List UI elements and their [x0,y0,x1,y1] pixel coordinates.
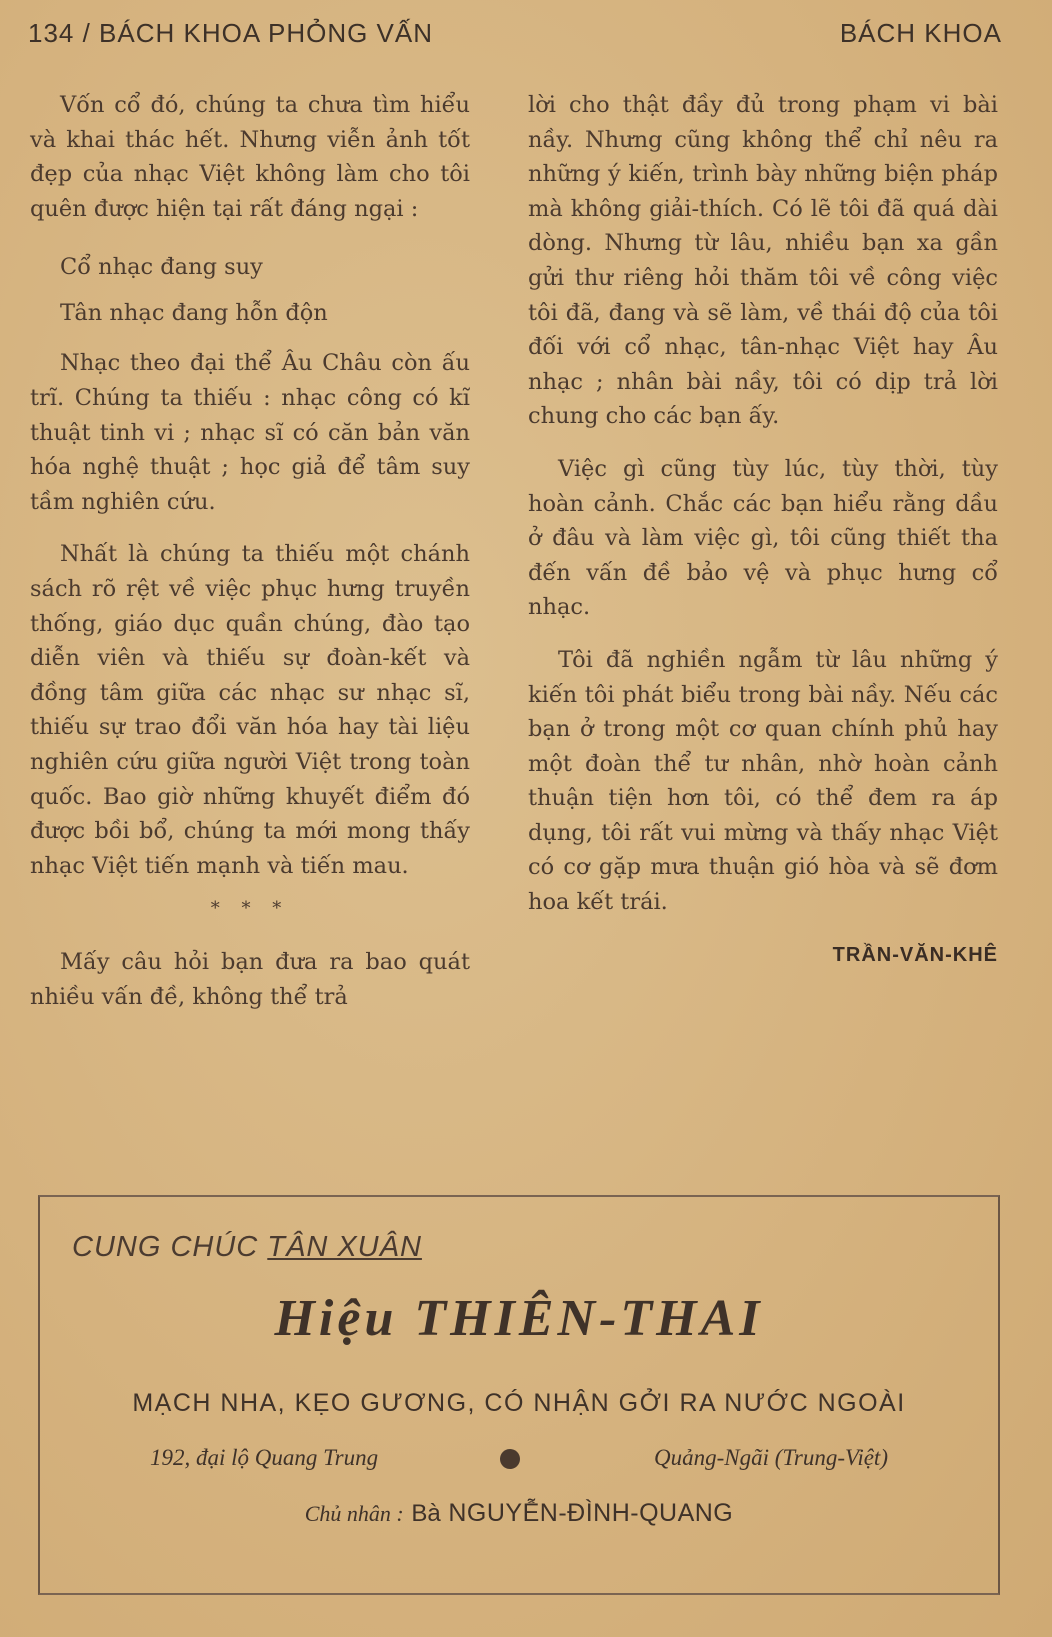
ad-owner-name: NGUYỄN-ĐÌNH-QUANG [448,1499,734,1527]
page-header [28,18,1002,58]
author-signature: TRẦN-VĂN-KHÊ [832,943,998,966]
advertisement-box [38,1195,1000,1595]
paragraph: Nhạc theo đại thể Âu Châu còn ấu trĩ. Chúng ta thiếu : nhạc công có kĩ thuật tinh vi ; nhạc sĩ có căn bản văn hóa nghệ thuật ; học giả để tâm suy tầm nghiên cứu. [30,350,470,515]
ad-address-city: Quảng-Ngãi (Trung-Việt) [653,1445,888,1470]
paragraph: lời cho thật đầy đủ trong phạm vi bài nầy. Nhưng cũng không thể chỉ nêu ra những ý kiến, trình bày những biện pháp mà không giải-thích. Có lẽ tôi đã quá dài dòng. Nhưng từ lâu, nhiều bạn xa gần gửi thư riêng hỏi thăm tôi về công việc tôi đã, đang và sẽ làm, về thái độ của tôi đối với cổ nhạc, tân-nhạc Việt hay Âu nhạc ; nhân bài nầy, tôi có dịp trả lời chung cho các bạn ấy. [528,92,998,430]
section-divider-stars: * * * [210,898,290,920]
list-item: Tân nhạc đang hỗn độn [60,300,328,327]
bullet-icon [500,1449,520,1469]
ad-greeting-part: TÂN XUÂN [267,1231,422,1263]
ad-owner [40,1499,998,1528]
ad-greeting [72,1231,422,1264]
left-column [30,88,470,1032]
paragraph: Vốn cổ đó, chúng ta chưa tìm hiểu và khai thác hết. Nhưng viễn ảnh tốt đẹp của nhạc Việt không làm cho tôi quên được hiện tại rất đáng ngại : [30,92,470,222]
ad-greeting-part: CUNG CHÚC [72,1231,268,1263]
paragraph: Mấy câu hỏi bạn đưa ra bao quát nhiều vấn đề, không thể trả [30,949,470,1010]
paragraph: Việc gì cũng tùy lúc, tùy thời, tùy hoàn cảnh. Chắc các bạn hiểu rằng dầu ở đâu và làm việc gì, tôi cũng thiết tha đến vấn đề bảo vệ và phục hưng cổ nhạc. [528,455,998,621]
header-magazine-name: BÁCH KHOA [839,18,1002,48]
list-item: Cổ nhạc đang suy [60,254,263,281]
paragraph: Nhất là chúng ta thiếu một chánh sách rõ rệt về việc phục hưng truyền thống, giáo dục quần chúng, đào tạo diễn viên và thiếu sự đoàn-kết và đồng tâm giữa các nhạc sư nhạc sĩ, thiếu sự trao đổi văn hóa hay tài liệu nghiên cứu giữa người Việt trong toàn quốc. Bao giờ những khuyết điểm đó được bồi bổ, chúng ta mới mong thấy nhạc Việt tiến mạnh và tiến mau. [30,541,470,879]
ad-shop-name: Hiệu THIÊN-THAI [274,1290,764,1347]
paragraph: Tôi đã nghiền ngẫm từ lâu những ý kiến tôi phát biểu trong bài nầy. Nếu các bạn ở trong một cơ quan chính phủ hay một đoàn thể tư nhân, nhờ hoàn cảnh thuận tiện hơn tôi, có thể đem ra áp dụng, tôi rất vui mừng và thấy nhạc Việt có cơ gặp mưa thuận gió hòa và sẽ đơm hoa kết trái. [528,646,998,916]
ad-products: MẠCH NHA, KẸO GƯƠNG, CÓ NHẬN GỞI RA NƯỚC NGOÀI [132,1389,906,1417]
ad-address [150,1445,888,1481]
ad-owner-title: Bà [411,1500,441,1527]
header-page-title: 134 / BÁCH KHOA PHỎNG VẤN [28,18,434,48]
right-column [528,88,998,972]
ad-address-street: 192, đại lộ Quang Trung [150,1445,379,1470]
ad-owner-label: Chủ nhân : [304,1501,404,1526]
